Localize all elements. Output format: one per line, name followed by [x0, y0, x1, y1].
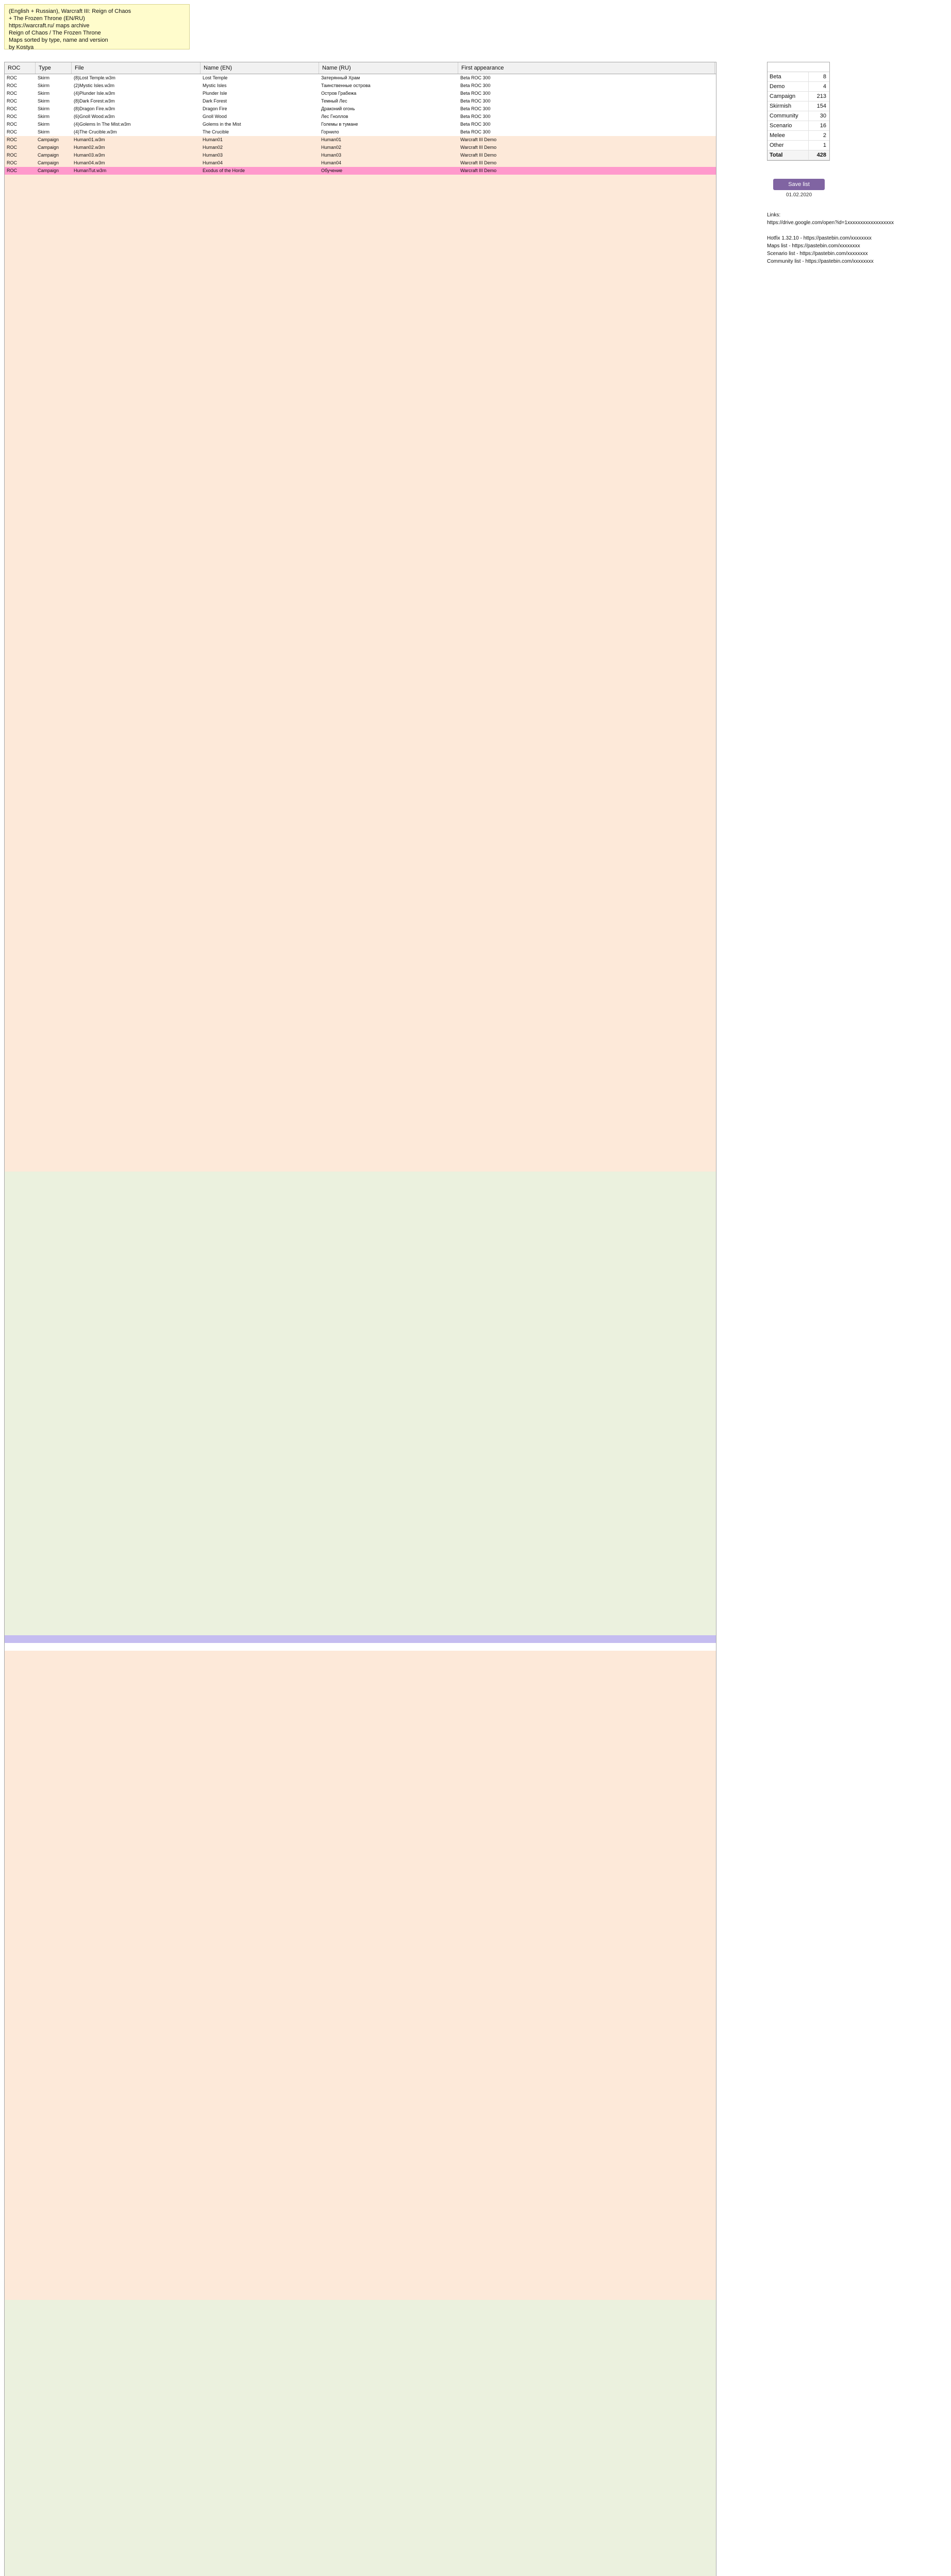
- cell-name-ru: Таинственные острова: [321, 83, 371, 88]
- legend-count: 213: [816, 93, 826, 99]
- note-line: + The Frozen Throne (EN/RU): [9, 15, 85, 22]
- cell-first-appearance: Beta ROC 300: [460, 98, 491, 104]
- cell-name-ru: Human02: [321, 145, 342, 150]
- legend-name: Campaign: [768, 92, 809, 101]
- cell-name-ru: Затерянный Храм: [321, 75, 360, 80]
- cell-file: (4)The Crucible.w3m: [74, 129, 117, 134]
- legend-name: Skirmish: [768, 101, 809, 111]
- cell-file: HumanTut.w3m: [74, 168, 107, 173]
- cell-file: (8)Dragon Fire.w3m: [74, 106, 115, 111]
- maps-table: [4, 62, 716, 2576]
- cell-file: Human01.w3m: [74, 137, 105, 142]
- row-band: [5, 1635, 716, 1643]
- cell-roc: ROC: [7, 122, 17, 127]
- cell-roc: ROC: [7, 114, 17, 119]
- cell-roc: ROC: [7, 137, 17, 142]
- note-line: Maps sorted by type, name and version: [9, 37, 108, 43]
- legend-name: Scenario: [768, 121, 809, 130]
- header-first-appearance[interactable]: First appearance: [458, 62, 715, 74]
- table-row[interactable]: [5, 113, 716, 121]
- cell-name-en: Dragon Fire: [203, 106, 227, 111]
- link-line[interactable]: Hotfix 1.32.10 - https://pastebin.com/xxxxxxxx: [767, 235, 872, 241]
- cell-name-en: Human01: [203, 137, 223, 142]
- cell-type: Skirm: [38, 106, 49, 111]
- cell-type: Campaign: [38, 152, 59, 158]
- cell-name-en: Mystic Isles: [203, 83, 227, 88]
- legend-count: 8: [823, 74, 826, 80]
- cell-name-en: Exodus of the Horde: [203, 168, 245, 173]
- table-row[interactable]: [5, 121, 716, 128]
- cell-first-appearance: Beta ROC 300: [460, 122, 491, 127]
- links-block: [767, 211, 947, 265]
- cell-type: Campaign: [38, 145, 59, 150]
- cell-roc: ROC: [7, 83, 17, 88]
- cell-first-appearance: Beta ROC 300: [460, 129, 491, 134]
- table-row[interactable]: [5, 90, 716, 97]
- row-band: [5, 1172, 716, 1635]
- header-name-ru[interactable]: Name (RU): [319, 62, 458, 74]
- cell-name-en: Lost Temple: [203, 75, 228, 80]
- header-file[interactable]: File: [72, 62, 201, 74]
- cell-name-ru: Горнило: [321, 129, 339, 134]
- cell-first-appearance: Warcraft III Demo: [460, 137, 497, 142]
- table-row[interactable]: [5, 151, 716, 159]
- legend-total-count: 428: [816, 152, 826, 158]
- cell-type: Skirm: [38, 98, 49, 104]
- table-row[interactable]: [5, 128, 716, 136]
- table-row[interactable]: [5, 97, 716, 105]
- save-date: 01.02.2020: [786, 192, 812, 198]
- note-line: (English + Russian), Warcraft III: Reign of Chaos: [9, 8, 131, 14]
- cell-name-ru: Големы в тумане: [321, 122, 358, 127]
- legend-count: 4: [823, 83, 826, 90]
- legend-name: Community: [768, 111, 809, 121]
- cell-file: Human02.w3m: [74, 145, 105, 150]
- cell-roc: ROC: [7, 98, 17, 104]
- header-roc[interactable]: ROC: [5, 62, 36, 74]
- cell-roc: ROC: [7, 152, 17, 158]
- cell-first-appearance: Beta ROC 300: [460, 83, 491, 88]
- cell-name-en: Gnoll Wood: [203, 114, 227, 119]
- legend-count: 16: [820, 123, 826, 129]
- cell-first-appearance: Beta ROC 300: [460, 106, 491, 111]
- cell-name-ru: Темный Лес: [321, 98, 347, 104]
- notes-box: [4, 4, 190, 49]
- cell-name-en: Dark Forest: [203, 98, 227, 104]
- cell-name-en: Human03: [203, 152, 223, 158]
- cell-roc: ROC: [7, 168, 17, 173]
- cell-name-ru: Обучение: [321, 168, 343, 173]
- legend-header: [768, 62, 829, 72]
- table-row[interactable]: [5, 74, 716, 82]
- cell-roc: ROC: [7, 106, 17, 111]
- cell-file: Human04.w3m: [74, 160, 105, 165]
- cell-file: (4)Plunder Isle.w3m: [74, 91, 115, 96]
- save-list-button[interactable]: Save list: [773, 179, 825, 190]
- link-gap: [767, 227, 947, 234]
- link-line[interactable]: Scenario list - https://pastebin.com/xxxxxxxx: [767, 251, 868, 257]
- row-band: [5, 175, 716, 1172]
- cell-first-appearance: Beta ROC 300: [460, 75, 491, 80]
- cell-first-appearance: Warcraft III Demo: [460, 168, 497, 173]
- table-row[interactable]: [5, 105, 716, 113]
- cell-file: (8)Lost Temple.w3m: [74, 75, 115, 80]
- table-header: [5, 62, 716, 74]
- cell-file: (8)Dark Forest.w3m: [74, 98, 115, 104]
- header-type[interactable]: Type: [36, 62, 72, 74]
- table-row[interactable]: [5, 167, 716, 175]
- cell-name-ru: Human03: [321, 152, 342, 158]
- cell-name-en: Golems in the Mist: [203, 122, 241, 127]
- table-row[interactable]: [5, 144, 716, 151]
- cell-name-en: Human02: [203, 145, 223, 150]
- cell-roc: ROC: [7, 129, 17, 134]
- legend-count: 1: [823, 142, 826, 148]
- table-row[interactable]: [5, 82, 716, 90]
- cell-name-ru: Драконий огонь: [321, 106, 355, 111]
- table-row[interactable]: [5, 159, 716, 167]
- cell-roc: ROC: [7, 75, 17, 80]
- cell-first-appearance: Beta ROC 300: [460, 114, 491, 119]
- note-line: Reign of Chaos / The Frozen Throne: [9, 30, 101, 36]
- cell-roc: ROC: [7, 160, 17, 165]
- cell-type: Campaign: [38, 160, 59, 165]
- note-line: https://warcraft.ru/ maps archive: [9, 23, 90, 29]
- legend-name: Beta: [768, 72, 809, 81]
- legend-name: Other: [768, 141, 809, 150]
- cell-type: Skirm: [38, 83, 49, 88]
- legend-count: 2: [823, 132, 826, 139]
- cell-file: (6)Gnoll Wood.w3m: [74, 114, 115, 119]
- cell-first-appearance: Beta ROC 300: [460, 91, 491, 96]
- legend-total-name: Total: [768, 150, 809, 160]
- cell-type: Campaign: [38, 137, 59, 142]
- cell-name-ru: Human04: [321, 160, 342, 165]
- row-band: [5, 1651, 716, 2300]
- legend-name: Melee: [768, 131, 809, 140]
- table-body: [5, 74, 716, 2576]
- cell-name-en: Plunder Isle: [203, 91, 227, 96]
- cell-type: Skirm: [38, 75, 49, 80]
- cell-first-appearance: Warcraft III Demo: [460, 145, 497, 150]
- cell-type: Skirm: [38, 129, 49, 134]
- cell-file: Human03.w3m: [74, 152, 105, 158]
- cell-name-ru: Остров Грабежа: [321, 91, 357, 96]
- header-name-en[interactable]: Name (EN): [201, 62, 319, 74]
- legend-count: 30: [820, 113, 826, 119]
- legend-count: 154: [816, 103, 826, 109]
- cell-name-en: Human04: [203, 160, 223, 165]
- cell-name-en: The Crucible: [203, 129, 229, 134]
- row-band: [5, 2300, 716, 2576]
- link-line[interactable]: https://drive.google.com/open?id=1xxxxxxxxxxxxxxxxxx: [767, 220, 894, 226]
- cell-file: (2)Mystic Isles.w3m: [74, 83, 115, 88]
- cell-roc: ROC: [7, 91, 17, 96]
- link-line[interactable]: Maps list - https://pastebin.com/xxxxxxxx: [767, 243, 860, 249]
- cell-roc: ROC: [7, 145, 17, 150]
- cell-type: Skirm: [38, 114, 49, 119]
- table-row[interactable]: [5, 136, 716, 144]
- links-title: Links:: [767, 212, 781, 218]
- row-band: [5, 1643, 716, 1651]
- cell-first-appearance: Warcraft III Demo: [460, 160, 497, 165]
- cell-first-appearance: Warcraft III Demo: [460, 152, 497, 158]
- cell-type: Campaign: [38, 168, 59, 173]
- cell-file: (4)Golems In The Mist.w3m: [74, 122, 131, 127]
- note-line: by Kostya: [9, 44, 34, 50]
- cell-name-ru: Лес Гноллов: [321, 114, 348, 119]
- legend-table: [767, 62, 830, 161]
- cell-type: Skirm: [38, 122, 49, 127]
- cell-type: Skirm: [38, 91, 49, 96]
- link-line[interactable]: Community list - https://pastebin.com/xxxxxxxx: [767, 259, 874, 264]
- cell-name-ru: Human01: [321, 137, 342, 142]
- legend-name: Demo: [768, 82, 809, 91]
